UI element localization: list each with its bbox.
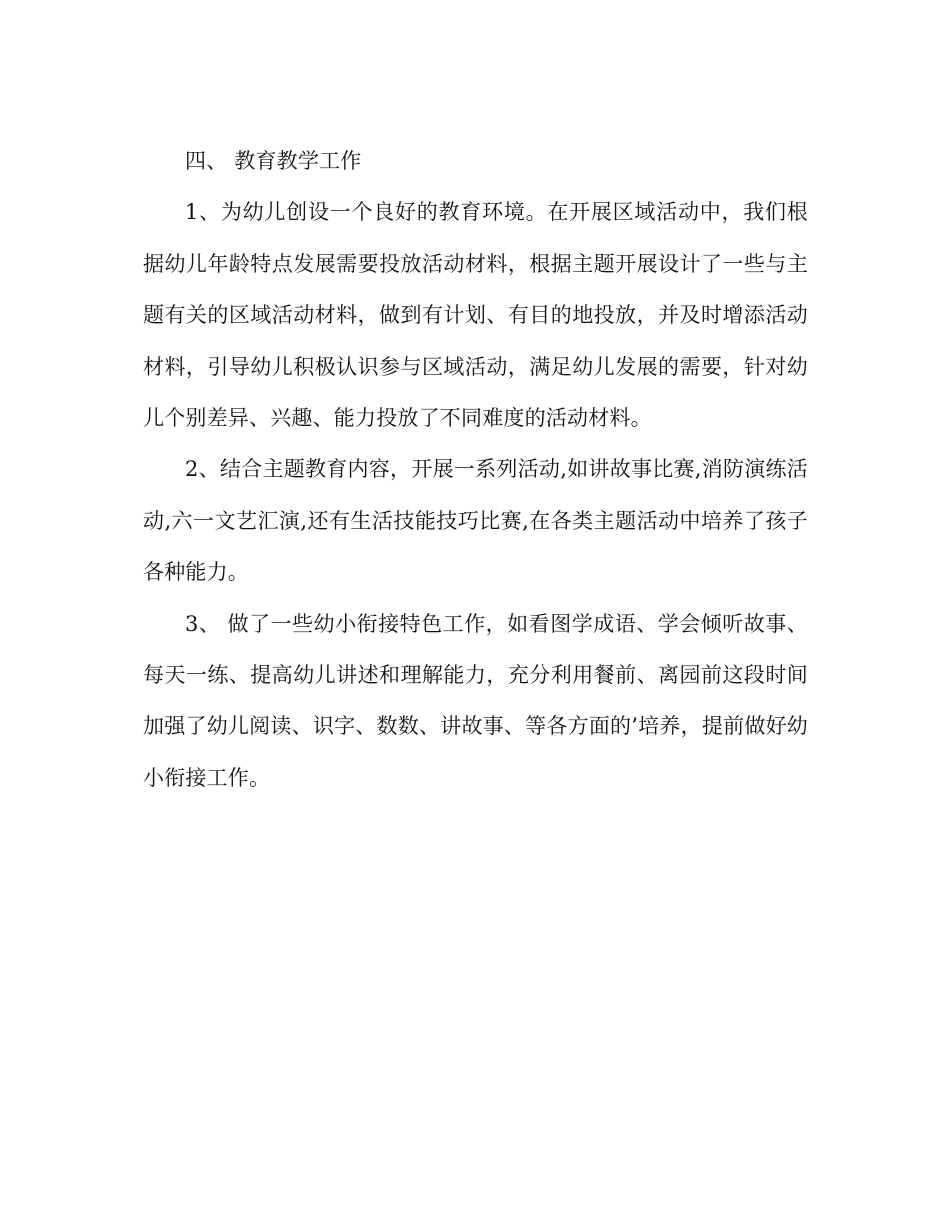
- document-body: [143, 136, 808, 804]
- paragraph-3: 3、 做了一些幼小衔接特色工作，如看图学成语、学会倾听故事、每天一练、提高幼儿讲述和理解能力，充分利用餐前、离园前这段时间加强了幼儿阅读、识字、数数、讲故事、等各方面的’培养，提前做好幼小衔接工作。: [143, 611, 808, 790]
- section-heading: 四、 教育教学工作: [185, 149, 362, 173]
- paragraph-2: 2、结合主题教育内容，开展一系列活动,如讲故事比赛,消防演练活动,六一文艺汇演,还有生活技能技巧比赛,在各类主题活动中培养了孩子各种能力。: [143, 457, 808, 585]
- paragraph-1: 1、为幼儿创设一个良好的教育环境。在开展区域活动中，我们根据幼儿年龄特点发展需要投放活动材料，根据主题开展设计了一些与主题有关的区域活动材料，做到有计划、有目的地投放，并及时增添活动材料，引导幼儿积极认识参与区域活动，满足幼儿发展的需要，针对幼儿个别差异、兴趣、能力投放了不同难度的活动材料。: [143, 200, 808, 431]
